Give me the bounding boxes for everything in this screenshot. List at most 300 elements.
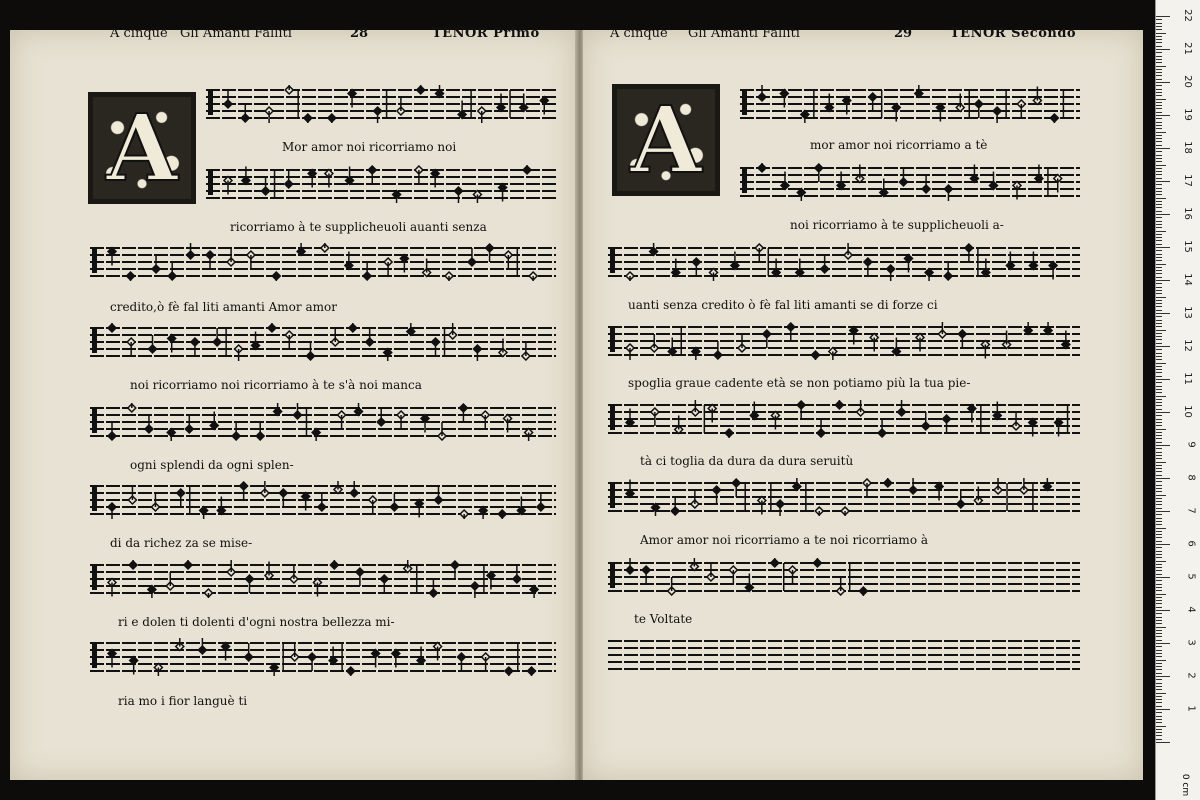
ruler-tick bbox=[1156, 227, 1162, 228]
ruler-tick bbox=[1156, 270, 1162, 271]
ruler-tick bbox=[1156, 689, 1162, 690]
ruler-tick bbox=[1156, 46, 1162, 47]
staff-line bbox=[608, 400, 1080, 438]
ruler-tick bbox=[1156, 488, 1162, 489]
right-header-label: A cinque bbox=[610, 26, 668, 41]
ruler-tick bbox=[1156, 475, 1162, 476]
ruler-tick bbox=[1156, 405, 1162, 406]
staff-notation bbox=[608, 243, 1080, 281]
ruler-tick bbox=[1156, 353, 1162, 354]
ruler-tick bbox=[1156, 518, 1162, 519]
ruler-tick bbox=[1156, 62, 1162, 63]
staff-notation bbox=[608, 478, 1080, 516]
ruler-tick bbox=[1156, 722, 1162, 723]
ruler-tick bbox=[1156, 643, 1170, 644]
ruler-tick bbox=[1156, 537, 1162, 538]
clef bbox=[92, 329, 97, 353]
ruler-tick bbox=[1156, 432, 1162, 433]
lyric-line: credito,ò fè fal liti amanti Amor amor bbox=[110, 300, 337, 314]
clef bbox=[610, 328, 615, 352]
ruler-tick bbox=[1156, 323, 1162, 324]
left-initial-letter: A bbox=[106, 94, 178, 202]
ruler-tick bbox=[1156, 158, 1162, 159]
staff-notation bbox=[740, 85, 1080, 123]
ruler-tick bbox=[1156, 501, 1162, 502]
clef bbox=[742, 91, 747, 115]
lyric-line: ricorriamo à te supplicheuoli auanti senza bbox=[230, 220, 487, 234]
ruler-tick bbox=[1156, 85, 1162, 86]
ruler-tick bbox=[1156, 148, 1170, 149]
ruler-tick bbox=[1156, 570, 1162, 571]
ruler-tick bbox=[1156, 597, 1162, 598]
ruler-tick bbox=[1156, 630, 1162, 631]
ruler-tick bbox=[1156, 419, 1162, 420]
ruler-tick bbox=[1156, 300, 1162, 301]
ruler-tick bbox=[1156, 306, 1162, 307]
ruler-tick bbox=[1156, 33, 1166, 34]
staff-notation bbox=[90, 323, 556, 361]
ruler-tick bbox=[1156, 151, 1162, 152]
ruler-tick bbox=[1156, 544, 1170, 545]
lyric-line: Amor amor noi ricorriamo a te noi ricorriamo à bbox=[640, 533, 929, 547]
ruler-tick bbox=[1156, 498, 1162, 499]
ruler-number: 12 bbox=[1182, 339, 1194, 352]
ruler-tick bbox=[1156, 240, 1162, 241]
ruler-tick bbox=[1156, 198, 1166, 199]
ruler-tick bbox=[1156, 712, 1162, 713]
ruler-tick bbox=[1156, 211, 1162, 212]
ruler-tick bbox=[1156, 574, 1162, 575]
ruler-tick bbox=[1156, 521, 1162, 522]
ruler-number: 19 bbox=[1182, 108, 1194, 121]
ruler-tick bbox=[1156, 623, 1162, 624]
ruler-number: 6 bbox=[1185, 540, 1197, 547]
ruler-tick bbox=[1156, 39, 1162, 40]
ruler-tick bbox=[1156, 56, 1162, 57]
ruler-tick bbox=[1156, 742, 1170, 743]
staff-notation bbox=[206, 85, 556, 123]
ruler-tick bbox=[1156, 422, 1162, 423]
ruler-tick bbox=[1156, 739, 1162, 740]
ruler-tick bbox=[1156, 564, 1162, 565]
ruler-number: 22 bbox=[1182, 9, 1194, 22]
staff-notation bbox=[740, 163, 1080, 201]
ruler-tick bbox=[1156, 145, 1162, 146]
ruler-tick bbox=[1156, 26, 1162, 27]
clef bbox=[92, 487, 97, 511]
clef bbox=[742, 169, 747, 193]
ruler-tick bbox=[1156, 663, 1162, 664]
ruler-tick bbox=[1156, 409, 1162, 410]
ruler-tick bbox=[1156, 178, 1162, 179]
staff-line bbox=[90, 481, 556, 519]
ruler-tick bbox=[1156, 547, 1162, 548]
ruler-tick bbox=[1156, 92, 1162, 93]
ruler-tick bbox=[1156, 19, 1162, 20]
lyric-line: uanti senza credito ò fè fal liti amanti se di forze ci bbox=[628, 298, 938, 312]
clef bbox=[208, 91, 213, 115]
ruler-tick bbox=[1156, 528, 1166, 529]
ruler-tick bbox=[1156, 333, 1162, 334]
ruler-tick bbox=[1156, 485, 1162, 486]
ruler-tick bbox=[1156, 102, 1162, 103]
staff-line bbox=[206, 165, 556, 203]
ruler-tick bbox=[1156, 600, 1162, 601]
staff-line bbox=[740, 163, 1080, 201]
ruler-tick bbox=[1156, 415, 1162, 416]
lyric-line: spoglia graue cadente età se non potiamo più la tua pie- bbox=[628, 376, 971, 390]
ruler-tick bbox=[1156, 481, 1162, 482]
clef bbox=[92, 409, 97, 433]
lyric-line: te Voltate bbox=[634, 612, 693, 626]
right-decorated-initial bbox=[612, 84, 720, 196]
ruler-tick bbox=[1156, 683, 1162, 684]
ruler-tick bbox=[1156, 141, 1162, 142]
ruler-tick bbox=[1156, 155, 1162, 156]
lyric-line: Mor amor noi ricorriamo noi bbox=[282, 140, 457, 154]
ruler-tick bbox=[1156, 435, 1162, 436]
ruler-tick bbox=[1156, 188, 1162, 189]
staff-line bbox=[608, 478, 1080, 516]
ruler-tick bbox=[1156, 168, 1162, 169]
clef bbox=[92, 644, 97, 668]
ruler-tick bbox=[1156, 511, 1170, 512]
ruler-tick bbox=[1156, 640, 1162, 641]
ruler-tick bbox=[1156, 729, 1162, 730]
lyric-line: noi ricorriamo à te supplicheuoli a- bbox=[790, 218, 1004, 232]
ruler-tick bbox=[1156, 42, 1162, 43]
staff-notation bbox=[90, 481, 556, 519]
staff-notation bbox=[90, 638, 556, 676]
ruler-tick bbox=[1156, 726, 1166, 727]
staff-line bbox=[206, 85, 556, 123]
ruler-tick bbox=[1156, 455, 1162, 456]
ruler-tick bbox=[1156, 676, 1170, 677]
ruler-tick bbox=[1156, 445, 1170, 446]
ruler-tick bbox=[1156, 716, 1162, 717]
ruler-tick bbox=[1156, 95, 1162, 96]
right-initial-letter: A bbox=[630, 86, 702, 194]
staff-line bbox=[90, 638, 556, 676]
ruler-tick bbox=[1156, 620, 1162, 621]
staff-notation bbox=[608, 558, 1080, 596]
ruler-tick bbox=[1156, 514, 1162, 515]
ruler-tick bbox=[1156, 567, 1162, 568]
ruler-tick bbox=[1156, 297, 1166, 298]
ruler-tick bbox=[1156, 673, 1162, 674]
ruler-tick bbox=[1156, 534, 1162, 535]
ruler-tick bbox=[1156, 290, 1162, 291]
ruler-tick bbox=[1156, 207, 1162, 208]
ruler-tick bbox=[1156, 458, 1162, 459]
clef bbox=[92, 249, 97, 273]
ruler-tick bbox=[1156, 554, 1162, 555]
ruler-tick bbox=[1156, 650, 1162, 651]
ruler-tick bbox=[1156, 204, 1162, 205]
ruler-tick bbox=[1156, 244, 1162, 245]
ruler-tick bbox=[1156, 610, 1170, 611]
ruler-tick bbox=[1156, 165, 1166, 166]
clef bbox=[610, 564, 615, 588]
ruler-tick bbox=[1156, 646, 1162, 647]
ruler-number: 1 bbox=[1185, 705, 1197, 712]
ruler-tick bbox=[1156, 115, 1170, 116]
ruler-tick bbox=[1156, 112, 1162, 113]
ruler-tick bbox=[1156, 372, 1162, 373]
ruler-number: 7 bbox=[1185, 507, 1197, 514]
lyric-line: ogni splendi da ogni splen- bbox=[130, 458, 294, 472]
ruler-tick bbox=[1156, 283, 1162, 284]
ruler-tick bbox=[1156, 59, 1162, 60]
ruler-tick bbox=[1156, 656, 1162, 657]
measurement-ruler bbox=[1155, 0, 1200, 800]
lyric-line: ria mo i fior languè ti bbox=[118, 694, 248, 708]
ruler-tick bbox=[1156, 462, 1166, 463]
ruler-tick bbox=[1156, 250, 1162, 251]
ruler-tick bbox=[1156, 587, 1162, 588]
ruler-number: 4 bbox=[1185, 606, 1197, 613]
ruler-tick bbox=[1156, 524, 1162, 525]
ruler-tick bbox=[1156, 702, 1162, 703]
ruler-tick bbox=[1156, 105, 1162, 106]
ruler-tick bbox=[1156, 709, 1170, 710]
ruler-tick bbox=[1156, 23, 1162, 24]
ruler-tick bbox=[1156, 125, 1162, 126]
ruler-tick bbox=[1156, 184, 1162, 185]
staff-line bbox=[608, 322, 1080, 360]
right-header-title: Gli Amanti Falliti bbox=[688, 26, 800, 41]
left-header-label: A cinque bbox=[110, 26, 168, 41]
ruler-tick bbox=[1156, 16, 1170, 17]
ruler-tick bbox=[1156, 49, 1170, 50]
ruler-tick bbox=[1156, 693, 1166, 694]
ruler-tick bbox=[1156, 214, 1170, 215]
ruler-tick bbox=[1156, 495, 1166, 496]
ruler-tick bbox=[1156, 412, 1170, 413]
ruler-tick bbox=[1156, 452, 1162, 453]
ruler-tick bbox=[1156, 132, 1166, 133]
ruler-tick bbox=[1156, 504, 1162, 505]
clef bbox=[92, 566, 97, 590]
ruler-tick bbox=[1156, 541, 1162, 542]
ruler-tick bbox=[1156, 349, 1162, 350]
ruler-tick bbox=[1156, 471, 1162, 472]
ruler-tick bbox=[1156, 551, 1162, 552]
ruler-tick bbox=[1156, 181, 1170, 182]
ruler-tick bbox=[1156, 382, 1162, 383]
ruler-tick bbox=[1156, 234, 1162, 235]
ruler-tick bbox=[1156, 326, 1162, 327]
ruler-tick bbox=[1156, 666, 1162, 667]
ruler-tick bbox=[1156, 273, 1162, 274]
ruler-tick bbox=[1156, 82, 1170, 83]
staff-line bbox=[90, 323, 556, 361]
ruler-tick bbox=[1156, 194, 1162, 195]
ruler-tick bbox=[1156, 128, 1162, 129]
ruler-number: 8 bbox=[1185, 474, 1197, 481]
ruler-tick bbox=[1156, 303, 1162, 304]
ruler-tick bbox=[1156, 99, 1166, 100]
ruler-number: 2 bbox=[1185, 672, 1197, 679]
ruler-tick bbox=[1156, 448, 1162, 449]
ruler-tick bbox=[1156, 557, 1162, 558]
ruler-tick bbox=[1156, 531, 1162, 532]
ruler-tick bbox=[1156, 339, 1162, 340]
ruler-tick bbox=[1156, 346, 1170, 347]
ruler-tick bbox=[1156, 260, 1162, 261]
ruler-tick bbox=[1156, 247, 1170, 248]
ruler-tick bbox=[1156, 429, 1166, 430]
ruler-tick bbox=[1156, 201, 1162, 202]
staff-line bbox=[608, 243, 1080, 281]
ruler-tick bbox=[1156, 627, 1166, 628]
ruler-tick bbox=[1156, 287, 1162, 288]
ruler-tick bbox=[1156, 580, 1162, 581]
ruler-tick bbox=[1156, 660, 1166, 661]
ruler-tick bbox=[1156, 122, 1162, 123]
left-voice-label: TENOR Primo bbox=[432, 26, 540, 41]
ruler-tick bbox=[1156, 392, 1162, 393]
ruler-tick bbox=[1156, 603, 1162, 604]
ruler-tick bbox=[1156, 491, 1162, 492]
ruler-tick bbox=[1156, 221, 1162, 222]
ruler-tick bbox=[1156, 108, 1162, 109]
ruler-tick bbox=[1156, 653, 1162, 654]
ruler-tick bbox=[1156, 217, 1162, 218]
ruler-tick bbox=[1156, 386, 1162, 387]
ruler-tick bbox=[1156, 89, 1162, 90]
left-header-title: Gli Amanti Falliti bbox=[180, 26, 292, 41]
ruler-tick bbox=[1156, 732, 1162, 733]
left-decorated-initial bbox=[88, 92, 196, 204]
staff-line-empty bbox=[608, 636, 1080, 674]
lyric-line: noi ricorriamo noi ricorriamo à te s'à noi manca bbox=[130, 378, 422, 392]
ruler-tick bbox=[1156, 508, 1162, 509]
ruler-tick bbox=[1156, 706, 1162, 707]
ruler-tick bbox=[1156, 293, 1162, 294]
ruler-tick bbox=[1156, 590, 1162, 591]
ruler-tick bbox=[1156, 438, 1162, 439]
ruler-tick bbox=[1156, 343, 1162, 344]
ruler-number: 9 bbox=[1185, 441, 1197, 448]
ruler-tick bbox=[1156, 669, 1162, 670]
ruler-tick bbox=[1156, 696, 1162, 697]
ruler-tick bbox=[1156, 171, 1162, 172]
ruler-tick bbox=[1156, 191, 1162, 192]
clef bbox=[208, 171, 213, 195]
ruler-number: 11 bbox=[1182, 372, 1194, 385]
right-voice-label: TENOR Secondo bbox=[950, 26, 1077, 41]
ruler-number: 10 bbox=[1182, 405, 1194, 418]
staff-notation bbox=[90, 243, 556, 281]
ruler-tick bbox=[1156, 679, 1162, 680]
ruler-tick bbox=[1156, 366, 1162, 367]
ruler-tick bbox=[1156, 336, 1162, 337]
staff-line bbox=[90, 243, 556, 281]
clef bbox=[610, 406, 615, 430]
ruler-number: 5 bbox=[1185, 573, 1197, 580]
staff-notation bbox=[608, 636, 1080, 674]
ruler-tick bbox=[1156, 425, 1162, 426]
ruler-number: 20 bbox=[1182, 75, 1194, 88]
ruler-tick bbox=[1156, 577, 1170, 578]
ruler-tick bbox=[1156, 617, 1162, 618]
ruler-number: 17 bbox=[1182, 174, 1194, 187]
ruler-unit-label: 0 cm bbox=[1179, 773, 1190, 797]
ruler-tick bbox=[1156, 69, 1162, 70]
ruler-tick bbox=[1156, 686, 1162, 687]
ruler-tick bbox=[1156, 277, 1162, 278]
ruler-tick bbox=[1156, 379, 1170, 380]
staff-line bbox=[740, 85, 1080, 123]
ruler-tick bbox=[1156, 442, 1162, 443]
ruler-tick bbox=[1156, 478, 1170, 479]
ruler-tick bbox=[1156, 320, 1162, 321]
left-page-number: 28 bbox=[350, 26, 369, 41]
ruler-number: 3 bbox=[1185, 639, 1197, 646]
ruler-tick bbox=[1156, 363, 1166, 364]
clef bbox=[610, 249, 615, 273]
ruler-tick bbox=[1156, 267, 1162, 268]
ruler-tick bbox=[1156, 135, 1162, 136]
ruler-tick bbox=[1156, 72, 1162, 73]
ruler-tick bbox=[1156, 29, 1162, 30]
ruler-tick bbox=[1156, 636, 1162, 637]
ruler-tick bbox=[1156, 607, 1162, 608]
ruler-tick bbox=[1156, 66, 1166, 67]
ruler-tick bbox=[1156, 399, 1162, 400]
ruler-tick bbox=[1156, 633, 1162, 634]
staff-line bbox=[90, 560, 556, 598]
ruler-tick bbox=[1156, 316, 1162, 317]
staff-line bbox=[90, 403, 556, 441]
ruler-number: 21 bbox=[1182, 42, 1194, 55]
staff-line bbox=[608, 558, 1080, 596]
ruler-tick bbox=[1156, 257, 1162, 258]
staff-notation bbox=[206, 165, 556, 203]
ruler-tick bbox=[1156, 280, 1170, 281]
ruler-tick bbox=[1156, 313, 1170, 314]
ruler-tick bbox=[1156, 402, 1162, 403]
ruler-tick bbox=[1156, 594, 1166, 595]
ruler-tick bbox=[1156, 224, 1162, 225]
lyric-line: ri e dolen ti dolenti d'ogni nostra bellezza mi- bbox=[118, 615, 395, 629]
ruler-tick bbox=[1156, 36, 1162, 37]
lyric-line: di da richez za se mise- bbox=[110, 536, 253, 550]
ruler-number: 15 bbox=[1182, 240, 1194, 253]
ruler-tick bbox=[1156, 161, 1162, 162]
ruler-tick bbox=[1156, 369, 1162, 370]
ruler-tick bbox=[1156, 138, 1162, 139]
ruler-tick bbox=[1156, 359, 1162, 360]
ruler-tick bbox=[1156, 719, 1162, 720]
ruler-tick bbox=[1156, 699, 1162, 700]
ruler-tick bbox=[1156, 330, 1166, 331]
right-page-number: 29 bbox=[894, 26, 913, 41]
ruler-tick bbox=[1156, 310, 1162, 311]
ruler-tick bbox=[1156, 584, 1162, 585]
ruler-tick bbox=[1156, 561, 1166, 562]
ruler-tick bbox=[1156, 613, 1162, 614]
ruler-tick bbox=[1156, 52, 1162, 53]
staff-notation bbox=[608, 400, 1080, 438]
lyric-line: tà ci toglia da dura da dura seruitù bbox=[640, 454, 854, 468]
ruler-tick bbox=[1156, 254, 1162, 255]
ruler-tick bbox=[1156, 735, 1162, 736]
ruler-tick bbox=[1156, 396, 1166, 397]
ruler-number: 16 bbox=[1182, 207, 1194, 220]
ruler-number: 18 bbox=[1182, 141, 1194, 154]
